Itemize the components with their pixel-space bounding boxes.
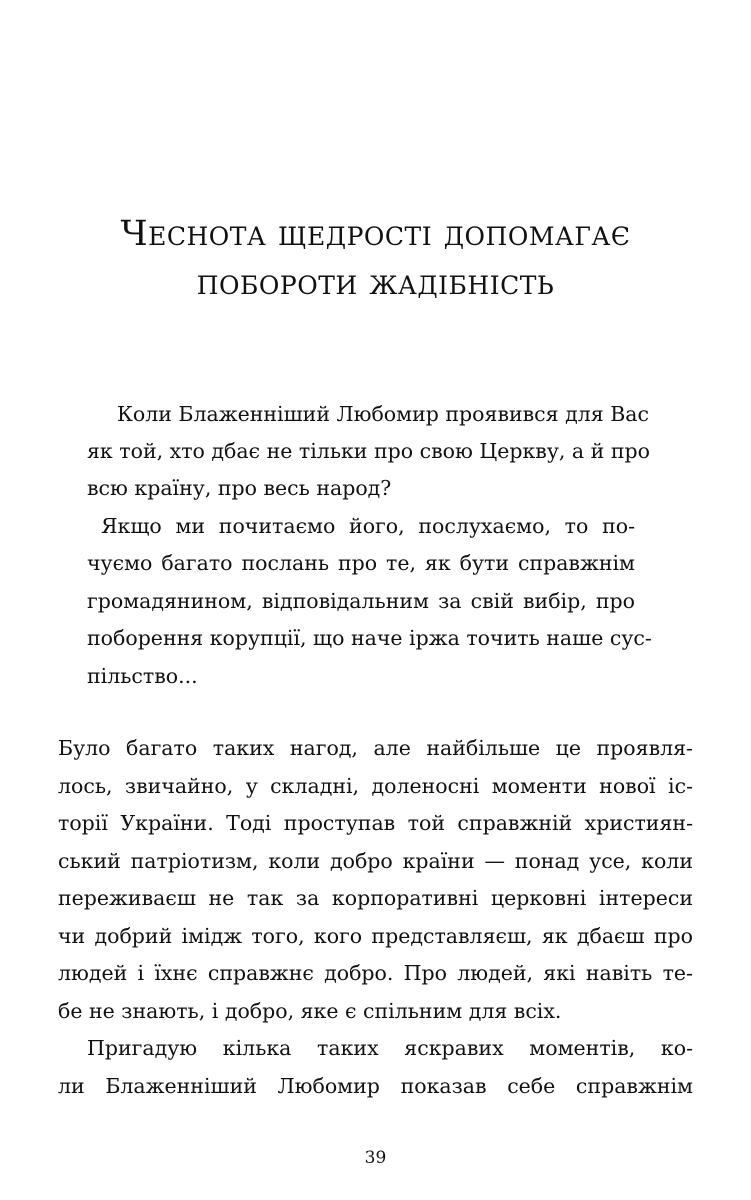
answer-line: чи добрий імідж того, кого представляєш, як дбаєш про [58, 924, 693, 948]
answer-line: ли Блаженніший Любомир показав себе справжнім [58, 1074, 693, 1098]
question-line: як той, хто дбає не тільки про свою Церкву, а й про [87, 439, 650, 463]
answer-line: Було багато таких нагод, але найбільше це проявля- [58, 736, 693, 760]
answer-line: бе не знають, і добро, яке є спільним для всіх. [58, 999, 562, 1023]
question-line: громадянином, відповідальним за свій вибір, про [87, 589, 635, 613]
page-number: 39 [364, 1148, 387, 1168]
chapter-title [0, 210, 751, 308]
answer-line: людей і їхнє справжнє добро. Про людей, які навіть те- [58, 961, 693, 985]
chapter-title-line-2: побороти жадібність [196, 263, 555, 303]
answer-line: переживаєш не так за корпоративні церковні інтереси [58, 886, 693, 910]
question-line: Якщо ми почитаємо його, послухаємо, то по- [101, 514, 635, 538]
question-line: чуємо багато послань про те, як бути справжнім [87, 551, 635, 575]
question-line: всю країну, про весь народ? [87, 476, 392, 500]
answer-line: Пригадую кілька таких яскравих моментів, ко- [87, 1036, 693, 1060]
answer-line: лось, звичайно, у складні, доленосні моменти нової іс- [58, 774, 693, 798]
answer-line: торії України. Тоді проступав той справжній християн- [58, 811, 693, 835]
question-line: пільство... [87, 664, 198, 688]
answer-line: ський патріотизм, коли добро країни — понад усе, коли [58, 849, 693, 873]
question-line: Коли Блаженніший Любомир проявився для Вас [117, 402, 649, 426]
question-line: поборення корупції, що наче іржа точить наше сус- [87, 626, 652, 650]
chapter-title-line-1: Чеснота щедрості допомагає [120, 214, 631, 254]
